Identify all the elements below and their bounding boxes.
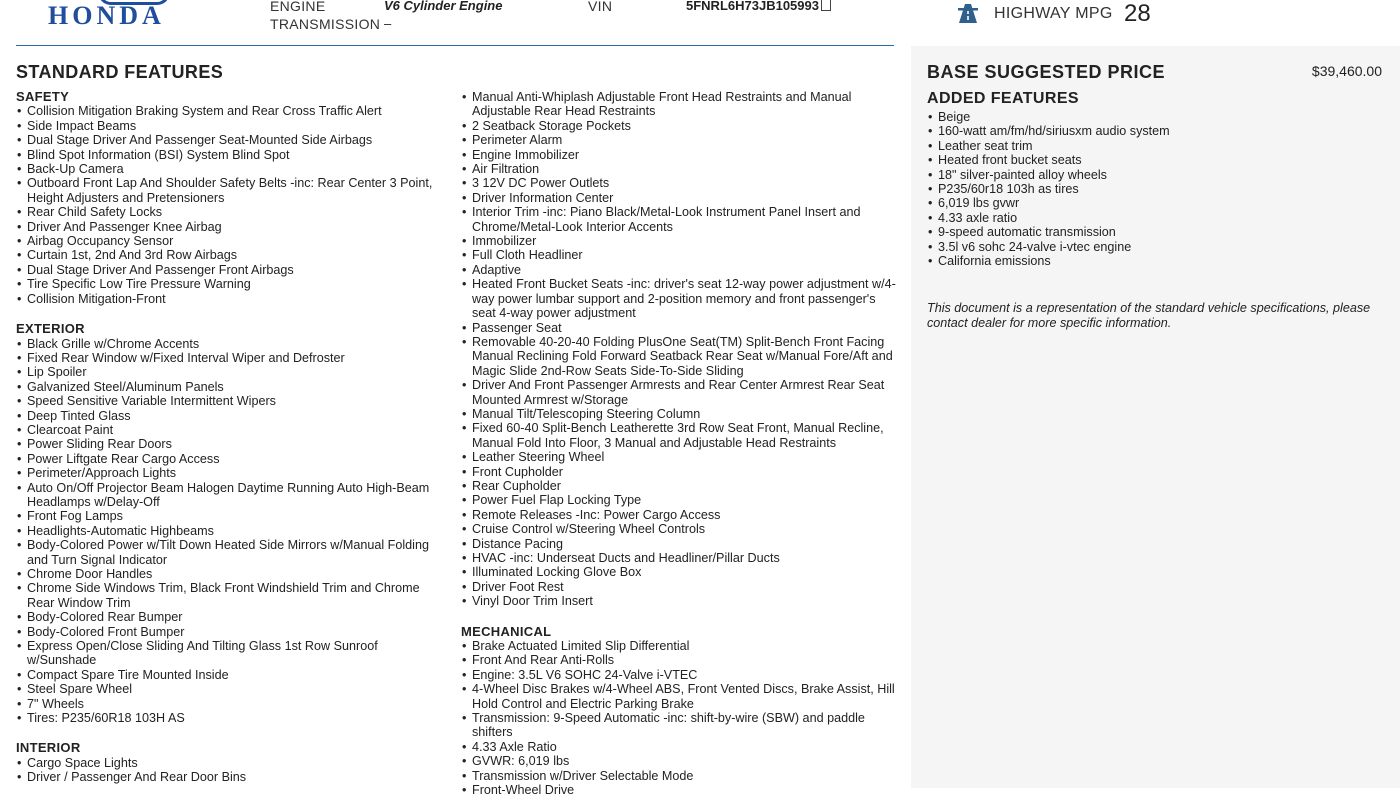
list-item: • Leather Steering Wheel (461, 450, 901, 464)
list-item: • P235/60r18 103h as tires (927, 182, 1387, 196)
list-item: • Heated front bucket seats (927, 153, 1387, 167)
list-item: • Clearcoat Paint (16, 423, 448, 437)
list-item: • Dual Stage Driver And Passenger Front Airbags (16, 263, 448, 277)
section-heading-safety: SAFETY (16, 89, 70, 104)
list-item: • Outboard Front Lap And Shoulder Safety Belts -inc: Rear Center 3 Point, Height Adjusters and Pretensioners (16, 176, 448, 205)
list-item: • Brake Actuated Limited Slip Differential (461, 639, 901, 653)
honda-logo (48, 0, 212, 32)
interior-list (16, 756, 448, 785)
list-item: • Side Impact Beams (16, 119, 448, 133)
list-item: • 3 12V DC Power Outlets (461, 176, 901, 190)
list-item: • 160-watt am/fm/hd/siriusxm audio system (927, 124, 1387, 138)
vin-value-wrap (686, 0, 831, 13)
list-item: • Removable 40-20-40 Folding PlusOne Seat(TM) Split-Bench Front Facing Manual Reclining Fold Forward Seatback Rear Seat w/Manual Fore/Aft and Magic Slide 2nd-Row Seats Side-To-Side Sliding (461, 335, 901, 378)
highway-mpg-label: HIGHWAY MPG (994, 5, 1113, 22)
list-item: • Manual Anti-Whiplash Adjustable Front Head Restraints and Manual Adjustable Rear Head Restraints (461, 90, 901, 119)
list-item: • Body-Colored Power w/Tilt Down Heated Side Mirrors w/Manual Folding and Turn Signal Indicator (16, 538, 448, 567)
list-item: • Immobilizer (461, 234, 901, 248)
list-item: • Tires: P235/60R18 103H AS (16, 711, 448, 725)
list-item: • Steel Spare Wheel (16, 682, 448, 696)
list-item: • Remote Releases -Inc: Power Cargo Access (461, 508, 901, 522)
list-item: • Curtain 1st, 2nd And 3rd Row Airbags (16, 248, 448, 262)
exterior-list (16, 337, 448, 726)
list-item: • Black Grille w/Chrome Accents (16, 337, 448, 351)
list-item: • Engine Immobilizer (461, 148, 901, 162)
list-item: • 18" silver-painted alloy wheels (927, 168, 1387, 182)
list-item: • 4-Wheel Disc Brakes w/4-Wheel ABS, Front Vented Discs, Brake Assist, Hill Hold Control and Electric Parking Brake (461, 682, 901, 711)
transmission-value: – (384, 16, 392, 31)
added-features-list (927, 110, 1387, 268)
list-item: • Beige (927, 110, 1387, 124)
list-item: • GVWR: 6,019 lbs (461, 754, 901, 768)
header-divider (16, 45, 894, 46)
mechanical-list (461, 639, 901, 797)
list-item: • 9-speed automatic transmission (927, 225, 1387, 239)
list-item: • Rear Cupholder (461, 479, 901, 493)
list-item: • Driver Foot Rest (461, 580, 901, 594)
list-item: • Leather seat trim (927, 139, 1387, 153)
list-item: • Power Fuel Flap Locking Type (461, 493, 901, 507)
list-item: • Front And Rear Anti-Rolls (461, 653, 901, 667)
list-item: • Driver And Passenger Knee Airbag (16, 220, 448, 234)
list-item: • Driver / Passenger And Rear Door Bins (16, 770, 448, 784)
list-item: • Heated Front Bucket Seats -inc: driver's seat 12-way power adjustment w/4-way power lumbar support and 2-position memory and front passenger's seat 4-way power adjustment (461, 277, 901, 320)
list-item: • Cargo Space Lights (16, 756, 448, 770)
base-price-value: $39,460.00 (1311, 63, 1382, 79)
transmission-label: TRANSMISSION (270, 16, 381, 32)
list-item: • Chrome Side Windows Trim, Black Front Windshield Trim and Chrome Rear Window Trim (16, 581, 448, 610)
list-item: • HVAC -inc: Underseat Ducts and Headliner/Pillar Ducts (461, 551, 901, 565)
highway-mpg-value: 28 (1124, 0, 1151, 27)
features-column-2 (461, 90, 901, 798)
list-item: • 4.33 axle ratio (927, 211, 1387, 225)
list-item: • Driver And Front Passenger Armrests and Rear Center Armrest Rear Seat Mounted Armrest w/Storage (461, 378, 901, 407)
honda-wordmark: HONDA (48, 1, 165, 30)
list-item: • Perimeter Alarm (461, 133, 901, 147)
list-item: • Dual Stage Driver And Passenger Seat-Mounted Side Airbags (16, 133, 448, 147)
pricing-panel (911, 46, 1400, 788)
list-item: • Front Fog Lamps (16, 509, 448, 523)
list-item: • Tire Specific Low Tire Pressure Warning (16, 277, 448, 291)
features-column-1 (16, 90, 448, 785)
base-price-label: BASE SUGGESTED PRICE (927, 62, 1166, 82)
list-item: • California emissions (927, 254, 1387, 268)
list-item: • Fixed 60-40 Split-Bench Leatherette 3rd Row Seat Front, Manual Recline, Manual Fold Into Floor, 3 Manual and Adjustable Head Restraints (461, 421, 901, 450)
list-item: • Chrome Door Handles (16, 567, 448, 581)
engine-value: V6 Cylinder Engine (384, 0, 503, 13)
list-item: • 6,019 lbs gvwr (927, 196, 1387, 210)
list-item: • Airbag Occupancy Sensor (16, 234, 448, 248)
engine-label: ENGINE (270, 0, 326, 14)
list-item: • Vinyl Door Trim Insert (461, 594, 901, 608)
list-item: • Front-Wheel Drive (461, 783, 901, 797)
list-item: • Collision Mitigation-Front (16, 292, 448, 306)
list-item: • Cruise Control w/Steering Wheel Controls (461, 522, 901, 536)
list-item: • Illuminated Locking Glove Box (461, 565, 901, 579)
list-item: • Blind Spot Information (BSI) System Blind Spot (16, 148, 448, 162)
list-item: • Deep Tinted Glass (16, 409, 448, 423)
section-heading-exterior: EXTERIOR (16, 321, 85, 337)
list-item: • Transmission w/Driver Selectable Mode (461, 769, 901, 783)
list-item: • Collision Mitigation Braking System and Rear Cross Traffic Alert (16, 104, 448, 118)
section-heading-interior: INTERIOR (16, 740, 81, 756)
list-item: • Air Filtration (461, 162, 901, 176)
list-item: • Passenger Seat (461, 321, 901, 335)
top-spec-bar (0, 0, 910, 46)
interior-continued-list (461, 90, 901, 609)
vin-value: 5FNRL6H73JB105993 (686, 0, 819, 13)
list-item: • Back-Up Camera (16, 162, 448, 176)
list-item: • 4.33 Axle Ratio (461, 740, 901, 754)
list-item: • Auto On/Off Projector Beam Halogen Daytime Running Auto High-Beam Headlamps w/Delay-Off (16, 481, 448, 510)
highway-icon (958, 2, 978, 24)
list-item: • Driver Information Center (461, 191, 901, 205)
list-item: • Headlights-Automatic Highbeams (16, 524, 448, 538)
list-item: • Lip Spoiler (16, 365, 448, 379)
disclaimer: This document is a representation of the standard vehicle specifications, please contact dealer for more specific information. (927, 301, 1371, 330)
list-item: • Front Cupholder (461, 465, 901, 479)
added-features-title: ADDED FEATURES (927, 90, 1079, 107)
list-item: • 3.5l v6 sohc 24-valve i-vtec engine (927, 240, 1387, 254)
list-item: • Galvanized Steel/Aluminum Panels (16, 380, 448, 394)
list-item: • Express Open/Close Sliding And Tilting Glass 1st Row Sunroof w/Sunshade (16, 639, 448, 668)
list-item: • 7" Wheels (16, 697, 448, 711)
list-item: • Distance Pacing (461, 537, 901, 551)
list-item: • Full Cloth Headliner (461, 248, 901, 262)
section-heading-mechanical: MECHANICAL (461, 623, 552, 639)
list-item: • 2 Seatback Storage Pockets (461, 119, 901, 133)
list-item: • Power Liftgate Rear Cargo Access (16, 452, 448, 466)
list-item: • Transmission: 9-Speed Automatic -inc: shift-by-wire (SBW) and paddle shifters (461, 711, 901, 740)
list-item: • Perimeter/Approach Lights (16, 466, 448, 480)
vin-label: VIN (588, 0, 613, 14)
list-item: • Speed Sensitive Variable Intermittent Wipers (16, 394, 448, 408)
list-item: • Interior Trim -inc: Piano Black/Metal-Look Instrument Panel Insert and Chrome/Metal-Look Interior Accents (461, 205, 901, 234)
list-item: • Body-Colored Rear Bumper (16, 610, 448, 624)
standard-features-title: STANDARD FEATURES (16, 62, 224, 82)
list-item: • Power Sliding Rear Doors (16, 437, 448, 451)
list-item: • Adaptive (461, 263, 901, 277)
copy-icon[interactable] (821, 0, 831, 11)
safety-list (16, 104, 448, 306)
list-item: • Manual Tilt/Telescoping Steering Column (461, 407, 901, 421)
standard-features (16, 62, 901, 798)
list-item: • Rear Child Safety Locks (16, 205, 448, 219)
list-item: • Compact Spare Tire Mounted Inside (16, 668, 448, 682)
list-item: • Fixed Rear Window w/Fixed Interval Wiper and Defroster (16, 351, 448, 365)
list-item: • Body-Colored Front Bumper (16, 625, 448, 639)
list-item: • Engine: 3.5L V6 SOHC 24-Valve i-VTEC (461, 668, 901, 682)
